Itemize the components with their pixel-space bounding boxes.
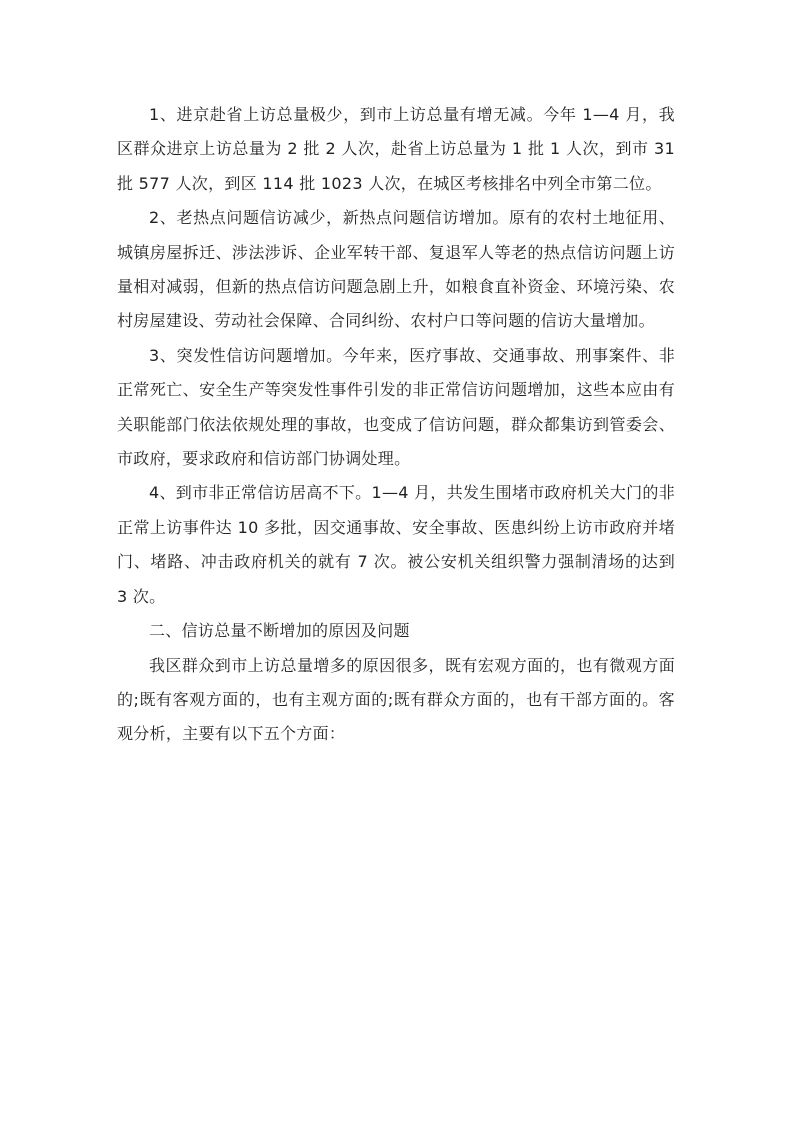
document-body xyxy=(117,98,675,752)
section-heading-causes: 二、信访总量不断增加的原因及问题 xyxy=(149,621,410,641)
paragraph-hot-issues: 2、老热点问题信访减少，新热点问题信访增加。原有的农村土地征用、城镇房屋拆迁、涉法涉诉、企业军转干部、复退军人等老的热点信访问题上访量相对减弱，但新的热点信访问题急剧上升，如粮食直补资金、环境污染、农村房屋建设、劳动社会保障、合同纠纷、农村户口等问题的信访大量增加。 xyxy=(117,208,675,331)
paragraph-visit-totals: 1、进京赴省上访总量极少，到市上访总量有增无减。今年 1—4 月，我区群众进京上访总量为 2 批 2 人次，赴省上访总量为 1 批 1 人次，到市 31 批 577 人次，到区 114 批 1023 人次，在城区考核排名中列全市第二位。 xyxy=(117,105,675,193)
paragraph-sudden-issues: 3、突发性信访问题增加。今年来，医疗事故、交通事故、刑事案件、非正常死亡、安全生产等突发性事件引发的非正常信访问题增加，这些本应由有关职能部门依法依规处理的事故，也变成了信访问题，群众都集访到管委会、市政府，要求政府和信访部门协调处理。 xyxy=(117,345,675,469)
paragraph-causes-intro: 我区群众到市上访总量增多的原因很多，既有宏观方面的，也有微观方面的;既有客观方面的，也有主观方面的;既有群众方面的，也有干部方面的。客观分析，主要有以下五个方面： xyxy=(117,655,675,744)
paragraph-abnormal-visits: 4、到市非正常信访居高不下。1—4 月，共发生围堵市政府机关大门的非正常上访事件达 10 多批，因交通事故、安全事故、医患纠纷上访市政府并堵门、堵路、冲击政府机关的就有 7 次。被公安机关组织警力强制清场的达到 3 次。 xyxy=(117,483,675,606)
